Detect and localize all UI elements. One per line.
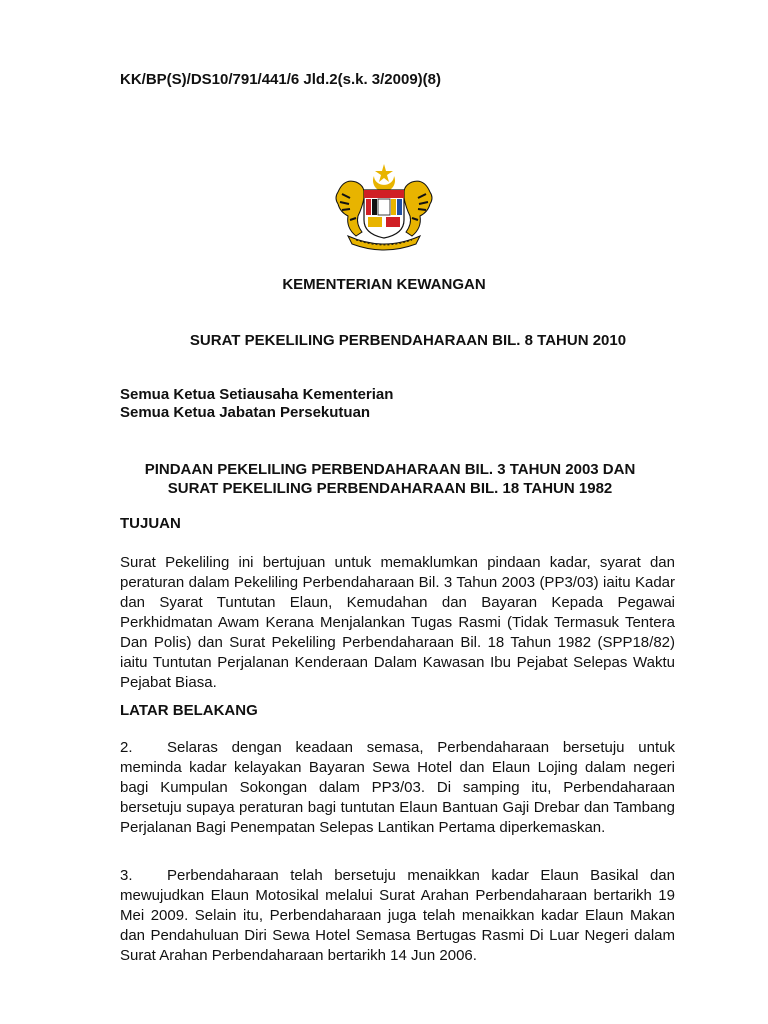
malaysia-coat-of-arms-icon bbox=[330, 162, 438, 256]
paragraph-1 bbox=[120, 553, 675, 693]
recipients-block bbox=[120, 386, 393, 422]
section-heading-tujuan: TUJUAN bbox=[120, 515, 181, 532]
section-heading-latar-belakang: LATAR BELAKANG bbox=[120, 702, 258, 719]
paragraph-text: Surat Pekeliling ini bertujuan untuk memaklumkan pindaan kadar, syarat dan peraturan dalam Pekeliling Perbendaharaan Bil. 3 Tahun 2003 (PP3/03) iaitu Kadar dan Syarat Tuntutan Elaun, Kemudahan dan Bayaran Kepada Pegawai Perkhidmatan Awam Kerana Menjalankan Tugas Rasmi (Tidak Termasuk Tentera Dan Polis) dan Surat Pekeliling Perbendaharaan Bil. 18 Tahun 1982 (SPP18/82) iaitu Tuntutan Perjalanan Kenderaan Dalam Kawasan Ibu Pejabat Selepas Waktu Pejabat Biasa. bbox=[120, 554, 675, 691]
recipient-line: Semua Ketua Jabatan Persekutuan bbox=[120, 404, 371, 421]
subject-heading bbox=[110, 460, 670, 498]
recipient-line: Semua Ketua Setiausaha Kementerian bbox=[120, 386, 394, 403]
paragraph-3 bbox=[120, 866, 675, 966]
ministry-title: KEMENTERIAN KEWANGAN bbox=[282, 276, 486, 293]
paragraph-text: Perbendaharaan telah bersetuju menaikkan kadar Elaun Basikal dan mewujudkan Elaun Motosikal melalui Surat Arahan Perbendaharaan bertarikh 19 Mei 2009. Selain itu, Perbendaharaan juga telah menaikkan kadar Elaun Makan dan Pendahuluan Diri Sewa Hotel Semasa Bertugas Rasmi Di Luar Negeri dalam Surat Arahan Perbendaharaan bertarikh 14 Jun 2006. bbox=[120, 867, 675, 964]
subject-line: SURAT PEKELILING PERBENDAHARAAN BIL. 18 TAHUN 1982 bbox=[167, 480, 613, 497]
circular-title: SURAT PEKELILING PERBENDAHARAAN BIL. 8 TAHUN 2010 bbox=[189, 332, 627, 349]
paragraph-2 bbox=[120, 738, 675, 838]
paragraph-text: Selaras dengan keadaan semasa, Perbendaharaan bersetuju untuk meminda kadar kelayakan Bayaran Sewa Hotel dan Elaun Lojing dalam negeri bagi Kumpulan Sokongan dalam PP3/03. Di samping itu, Perbendaharaan bersetuju supaya peraturan bagi tuntutan Elaun Bantuan Gaji Drebar dan Tambang Perjalanan Bagi Penempatan Selepas Lantikan Pertama diperkemaskan. bbox=[120, 739, 675, 836]
paragraph-number: 2. bbox=[120, 739, 133, 756]
paragraph-number: 3. bbox=[120, 867, 133, 884]
subject-line: PINDAAN PEKELILING PERBENDAHARAAN BIL. 3 TAHUN 2003 DAN bbox=[144, 461, 636, 478]
reference-number: KK/BP(S)/DS10/791/441/6 Jld.2(s.k. 3/2009)(8) bbox=[120, 71, 441, 88]
